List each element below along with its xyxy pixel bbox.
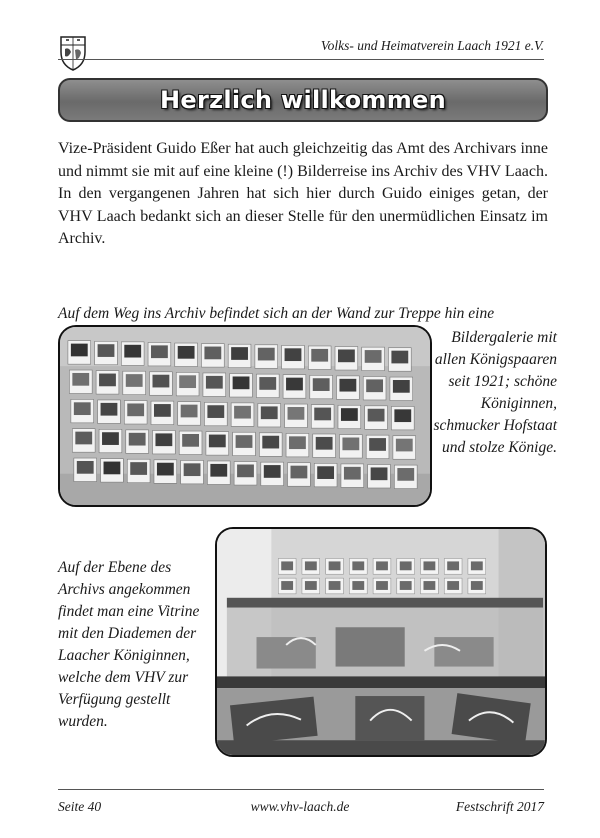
footer-page-number: Seite 40	[58, 799, 102, 814]
gallery-caption-line: Auf dem Weg ins Archiv befindet sich an der Wand zur Treppe hin eine	[58, 305, 495, 322]
gallery-caption-side: Bildergalerie mit allen Königspaaren seit 1921; schöne Königinnen, schmucker Hofstaat und stolze Könige.	[433, 329, 557, 456]
gallery-wall-image	[60, 327, 430, 505]
header-title: Volks- und Heimatverein Laach 1921 e.V.	[320, 38, 544, 53]
coat-of-arms-icon	[58, 34, 88, 72]
title-banner	[58, 78, 548, 122]
footer-divider	[58, 789, 544, 790]
vitrine-caption: Auf der Ebene des Archivs angekommen findet man eine Vitrine mit den Diademen der Laacher Königinnen, welche dem VHV zur Verfügung gestellt wurden.	[58, 559, 200, 730]
gallery-wall-photo	[58, 325, 432, 507]
footer-publication: Festschrift 2017	[455, 799, 544, 814]
header-divider	[58, 59, 544, 60]
vitrine-image	[217, 529, 545, 755]
page-title: Herzlich willkommen	[159, 86, 447, 114]
footer-url: www.vhv-laach.de	[250, 799, 350, 814]
intro-paragraph: Vize-Präsident Guido Eßer hat auch gleichzeitig das Amt des Archivars inne und nimmt sie mit auf eine kleine (!) Bilderreise ins Archiv des VHV Laach. In den vergangenen Jahren hat sich hier durch Guido einiges getan, der VHV Laach bedankt sich an dieser Stelle für den unermüdlichen Einsatz im Archiv.	[58, 140, 548, 247]
vitrine-photo	[215, 527, 547, 757]
